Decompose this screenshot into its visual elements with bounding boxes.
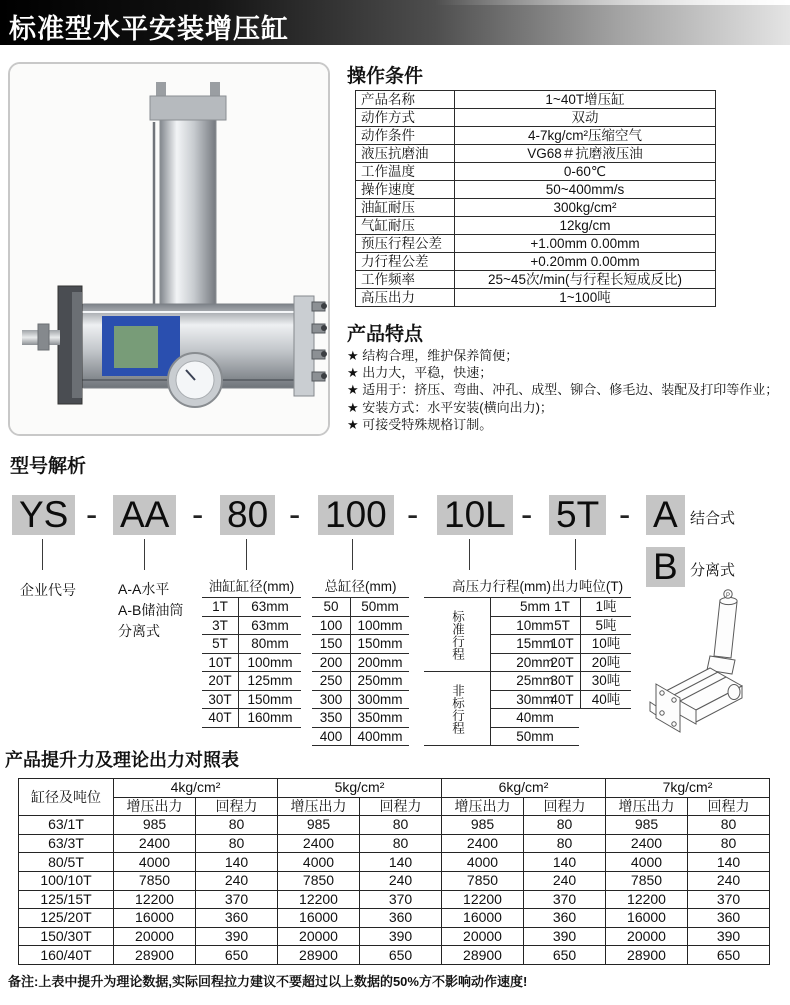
spec-label: 高压出力 [356,289,455,307]
cell: 5T [544,616,581,635]
cell: 240 [196,871,278,890]
cell: 20吨 [581,653,632,672]
spec-value: 1~40T增压缸 [455,91,716,109]
force-table [18,778,770,965]
spec-value: 1~100吨 [455,289,716,307]
cell: 12200 [442,890,524,909]
table-row [202,709,301,728]
table-row [312,653,409,672]
spec-value: 0-60℃ [455,163,716,181]
spec-label: 产品名称 [356,91,455,109]
cell: 7850 [606,871,688,890]
cell: 50 [312,598,351,617]
row-name: 125/15T [19,890,114,909]
model-separator: - [521,496,533,534]
page-title: 标准型水平安装增压缸 [9,14,289,44]
row-name: 80/5T [19,853,114,872]
operating-heading: 操作条件 [347,66,424,87]
variant-b-label: 分离式 [690,562,736,579]
mount-type-line: 分离式 [118,623,160,639]
spec-value: +1.00mm 0.00mm [455,235,716,253]
model-separator: - [86,496,98,534]
cell: 80 [196,816,278,835]
table-row [544,616,631,635]
sub-header: 回程力 [688,797,770,816]
tonnage-table [544,575,631,709]
cell: 125mm [239,672,302,691]
spec-value: +0.20mm 0.00mm [455,253,716,271]
cell: 200 [312,653,351,672]
model-seg-stroke: 10L [437,495,513,535]
cell: 140 [524,853,606,872]
cell: 50mm [351,598,410,617]
cell: 20T [202,672,239,691]
cell: 5mm [491,598,580,617]
model-seg-variant-b: B [646,547,685,587]
sub-header: 增压出力 [606,797,688,816]
table-row [202,672,301,691]
table-row [356,163,716,181]
pressure-header: 7kg/cm² [606,779,770,798]
table-row [356,235,716,253]
spec-label: 油缸耐压 [356,199,455,217]
table-row [356,91,716,109]
table-row [356,109,716,127]
cell: 80mm [239,635,302,654]
table-row [19,779,770,798]
cell: 1吨 [581,598,632,617]
spec-label: 工作温度 [356,163,455,181]
sub-header: 增压出力 [278,797,360,816]
table-row [356,253,716,271]
cell: 160mm [239,709,302,728]
table-row [356,217,716,235]
cell: 5T [202,635,239,654]
feature-item: ★ 出力大，平稳，快速； [347,365,493,381]
oil-bore-table [202,575,301,728]
cell: 140 [360,853,442,872]
table-row [202,598,301,617]
cell: 10T [202,653,239,672]
cell: 100mm [351,616,410,635]
table-row [356,127,716,145]
model-heading: 型号解析 [10,456,87,477]
cell: 650 [360,946,442,965]
row-name: 160/40T [19,946,114,965]
connector-line [42,539,43,570]
cell: 20000 [606,927,688,946]
cell: 40T [202,709,239,728]
cell: 390 [360,927,442,946]
table-row [356,181,716,199]
cell: 15mm [491,635,580,654]
spec-label: 操作速度 [356,181,455,199]
cell: 30吨 [581,672,632,691]
row-name: 100/10T [19,871,114,890]
row-name: 63/3T [19,834,114,853]
cell: 140 [196,853,278,872]
spec-value: VG68＃抗磨液压油 [455,145,716,163]
force-table-heading: 产品提升力及理论出力对照表 [5,750,239,770]
cell: 12200 [606,890,688,909]
table-row [312,690,409,709]
cell: 80 [360,834,442,853]
cell: 80 [524,834,606,853]
pressure-header: 4kg/cm² [114,779,278,798]
cell: 28900 [442,946,524,965]
cell: 985 [442,816,524,835]
cell: 1T [544,598,581,617]
cell: 5吨 [581,616,632,635]
cell: 350 [312,709,351,728]
cell: 30mm [491,690,580,709]
company-code-label: 企业代号 [20,582,76,598]
table-row [19,797,770,816]
total-bore-table [312,575,409,746]
cell: 140 [688,853,770,872]
cell: 16000 [442,909,524,928]
features-list [347,347,790,433]
cell: 360 [688,909,770,928]
table-row [19,853,770,872]
sub-header: 增压出力 [442,797,524,816]
model-separator: - [619,496,631,534]
row-name: 63/1T [19,816,114,835]
isometric-diagram [648,586,766,738]
pressure-header: 6kg/cm² [442,779,606,798]
cell: 360 [524,909,606,928]
model-seg-bore: 80 [220,495,275,535]
cell: 80 [360,816,442,835]
spec-value: 300kg/cm² [455,199,716,217]
product-photo [10,64,328,434]
table-row [202,690,301,709]
stroke-group-label: 标准行程 [424,598,491,672]
cell: 985 [278,816,360,835]
table-row [544,598,631,617]
table-row [312,727,409,746]
connector-line [246,539,247,570]
cell: 28900 [114,946,196,965]
cell: 370 [360,890,442,909]
cell: 100 [312,616,351,635]
cell: 370 [196,890,278,909]
table-row [19,909,770,928]
cell: 360 [196,909,278,928]
spec-value: 双动 [455,109,716,127]
cell: 50mm [491,727,580,746]
sub-header: 增压出力 [114,797,196,816]
cell: 16000 [114,909,196,928]
cell: 16000 [606,909,688,928]
cell: 28900 [606,946,688,965]
table-row [356,289,716,307]
cell: 350mm [351,709,410,728]
cell: 240 [524,871,606,890]
model-separator: - [289,496,301,534]
connector-line [144,539,145,570]
table-row [19,871,770,890]
cell: 985 [606,816,688,835]
cell: 390 [524,927,606,946]
spec-label: 动作条件 [356,127,455,145]
mount-type-line: A-A水平 [118,581,170,597]
cell: 80 [196,834,278,853]
cell: 25mm [491,672,580,691]
title-bar [0,0,790,45]
spec-value: 4-7kg/cm²压缩空气 [455,127,716,145]
cell: 360 [360,909,442,928]
pressure-header: 5kg/cm² [278,779,442,798]
cell: 10T [544,635,581,654]
operating-table [355,90,716,307]
table-row [202,635,301,654]
spec-label: 动作方式 [356,109,455,127]
table-title: 高压力行程(mm) [424,575,579,598]
cell: 150mm [239,690,302,709]
feature-item: ★ 可接受特殊规格订制。 [347,416,493,432]
cell: 370 [688,890,770,909]
cell: 150mm [351,635,410,654]
table-row [312,672,409,691]
row-name: 150/30T [19,927,114,946]
corner-header: 缸径及吨位 [19,779,114,816]
cell: 20mm [491,653,580,672]
cell: 10mm [491,616,580,635]
table-row [19,816,770,835]
model-seg-variant-a: A [646,495,685,535]
cell: 80 [688,816,770,835]
cell: 28900 [278,946,360,965]
cell: 3T [202,616,239,635]
model-separator: - [192,496,204,534]
cell: 4000 [442,853,524,872]
table-row [312,616,409,635]
cell: 40mm [491,709,580,728]
feature-item: ★ 安装方式：水平安装(横向出力)； [347,399,553,415]
table-row [202,653,301,672]
spec-value: 12kg/cm [455,217,716,235]
table-title: 油缸缸径(mm) [202,575,301,598]
cell: 985 [114,816,196,835]
connector-line [469,539,470,570]
model-seg-company: YS [12,495,75,535]
cell: 2400 [114,834,196,853]
cell: 250 [312,672,351,691]
cell: 16000 [278,909,360,928]
spec-label: 预压行程公差 [356,235,455,253]
table-row [19,927,770,946]
cell: 20000 [442,927,524,946]
diagram-port-label: P [725,593,731,599]
table-row [544,635,631,654]
connector-line [352,539,353,570]
table-row [19,890,770,909]
connector-line [575,539,576,570]
cell: 650 [688,946,770,965]
spec-label: 工作频率 [356,271,455,289]
spec-label: 气缸耐压 [356,217,455,235]
cell: 12200 [114,890,196,909]
table-row [356,145,716,163]
cell: 370 [524,890,606,909]
table-row [544,653,631,672]
model-separator: - [407,496,419,534]
cell: 10吨 [581,635,632,654]
cell: 40吨 [581,690,632,709]
model-seg-ton: 5T [549,495,606,535]
cell: 2400 [442,834,524,853]
table-row [312,709,409,728]
feature-item: ★ 适用于：挤压、弯曲、冲孔、成型、铆合、修毛边、装配及打印等作业； [347,382,779,398]
sub-header: 回程力 [524,797,606,816]
cell: 40T [544,690,581,709]
table-row [312,635,409,654]
cell: 7850 [278,871,360,890]
cell: 250mm [351,672,410,691]
features-heading: 产品特点 [347,324,424,345]
row-name: 125/20T [19,909,114,928]
cell: 20T [544,653,581,672]
cell: 20000 [114,927,196,946]
cell: 63mm [239,616,302,635]
spec-label: 液压抗磨油 [356,145,455,163]
table-title: 总缸径(mm) [312,575,409,598]
stroke-group-label: 非标行程 [424,672,491,746]
cell: 2400 [278,834,360,853]
cell: 300mm [351,690,410,709]
cell: 80 [524,816,606,835]
cell: 12200 [278,890,360,909]
cell: 30T [544,672,581,691]
table-row [544,672,631,691]
model-seg-mount: AA [113,495,176,535]
table-row [356,271,716,289]
feature-item: ★ 结构合理，维护保养简便； [347,348,519,363]
cell: 1T [202,598,239,617]
cell: 650 [524,946,606,965]
variant-a-label: 结合式 [690,510,736,527]
cell: 4000 [114,853,196,872]
cell: 7850 [442,871,524,890]
cell: 80 [688,834,770,853]
table-row [356,199,716,217]
cell: 300 [312,690,351,709]
cell: 4000 [278,853,360,872]
cell: 2400 [606,834,688,853]
footer-note: 备注:上表中提升为理论数据,实际回程拉力建议不要超过以上数据的50%方不影响动作速度! [8,974,528,989]
mount-type-label [118,579,183,642]
cell: 240 [688,871,770,890]
cell: 150 [312,635,351,654]
cell: 390 [688,927,770,946]
cell: 63mm [239,598,302,617]
table-title: 出力吨位(T) [544,575,631,598]
cell: 400 [312,727,351,746]
table-row [19,946,770,965]
cell: 7850 [114,871,196,890]
cell: 20000 [278,927,360,946]
spec-label: 力行程公差 [356,253,455,271]
table-row [202,616,301,635]
cell: 650 [196,946,278,965]
cell: 200mm [351,653,410,672]
table-row [19,834,770,853]
spec-value: 50~400mm/s [455,181,716,199]
cell: 30T [202,690,239,709]
cell: 390 [196,927,278,946]
sub-header: 回程力 [196,797,278,816]
cell: 4000 [606,853,688,872]
mount-type-line: A-B储油筒 [118,602,184,618]
cell: 100mm [239,653,302,672]
table-row [544,690,631,709]
product-photo-frame [8,62,330,436]
cell: 400mm [351,727,410,746]
sub-header: 回程力 [360,797,442,816]
table-row [312,598,409,617]
cell: 240 [360,871,442,890]
spec-value: 25~45次/min(与行程长短成反比) [455,271,716,289]
model-seg-total: 100 [318,495,394,535]
